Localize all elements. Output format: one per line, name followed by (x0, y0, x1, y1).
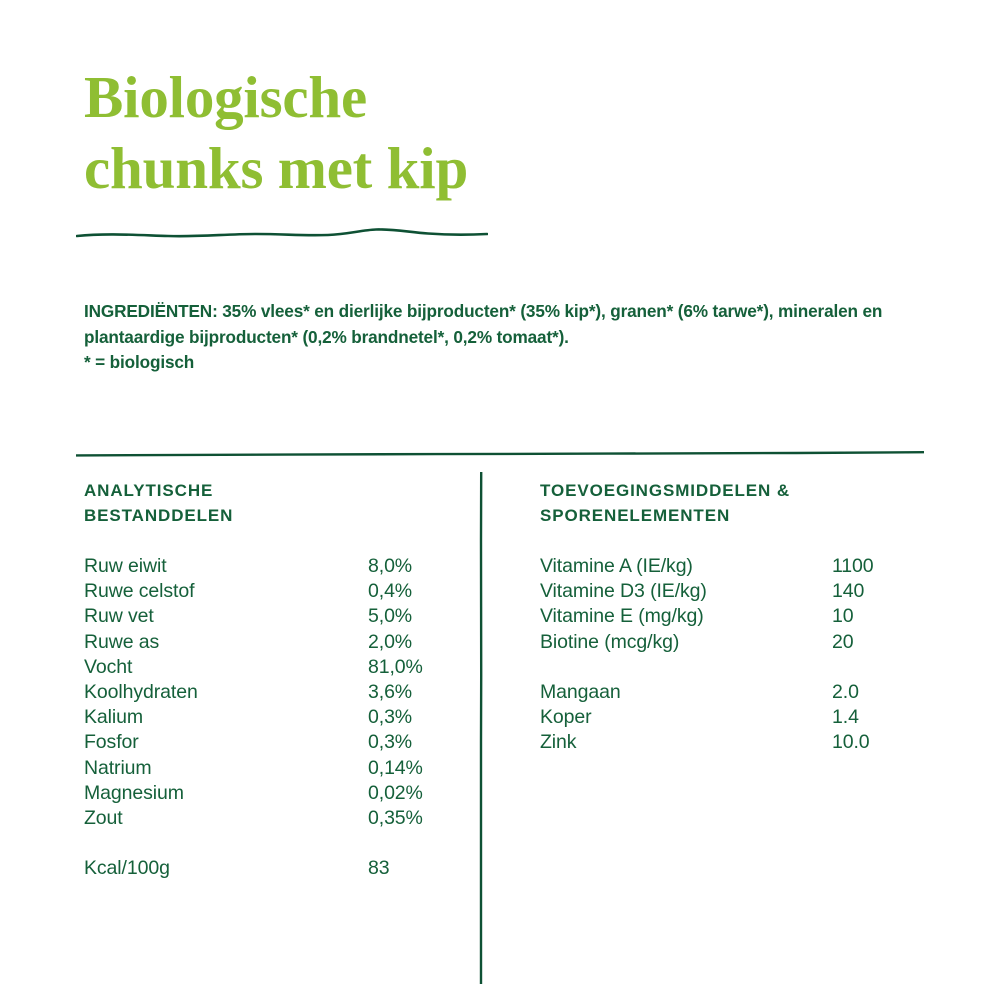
analytical-constituents-heading (84, 479, 454, 528)
table-row (84, 781, 454, 806)
row-value: 2,0% (368, 630, 413, 653)
row-value: 0,3% (368, 731, 413, 754)
table-row (540, 604, 920, 629)
row-label: Biotine (mcg/kg) (540, 630, 680, 653)
row-spacer (84, 831, 454, 856)
ingredients-text: INGREDIËNTEN: 35% vlees* en dierlijke bijproducten* (35% kip*), granen* (6% tarwe*), mineralen en plantaardige bijproducten* (0,2% brandnetel*, 0,2% tomaat*). (84, 301, 883, 347)
analytical-heading-line-2: BESTANDDELEN (84, 505, 234, 525)
row-label: Koper (540, 706, 592, 729)
row-value: 0,35% (368, 807, 423, 830)
row-label: Natrium (84, 756, 152, 779)
table-row (540, 579, 920, 604)
row-label: Kalium (84, 706, 144, 729)
analytical-constituents-column (84, 479, 454, 881)
additives-rows (540, 554, 920, 755)
row-value: 0,02% (368, 781, 423, 804)
row-value: 10.0 (832, 731, 870, 754)
table-row (540, 730, 920, 755)
row-label: Vitamine A (IE/kg) (540, 555, 693, 577)
page-title-line-2: chunks met kip (84, 135, 469, 201)
row-label: Zout (84, 807, 123, 830)
table-row (84, 856, 454, 881)
horizontal-divider (76, 448, 924, 460)
row-value: 1.4 (832, 706, 859, 729)
ingredients-paragraph (84, 299, 922, 376)
row-value: 2.0 (832, 680, 859, 703)
table-row (84, 756, 454, 781)
row-value: 0,4% (368, 580, 413, 603)
row-label: Ruw vet (84, 605, 154, 628)
row-label: Vocht (84, 655, 133, 678)
table-row (84, 680, 454, 705)
row-value: 140 (832, 580, 865, 603)
analytical-constituents-rows (84, 554, 454, 881)
row-label: Fosfor (84, 731, 139, 754)
row-label: Ruw eiwit (84, 555, 167, 577)
row-label: Kcal/100g (84, 857, 170, 880)
row-label: Ruwe celstof (84, 580, 195, 603)
row-value: 8,0% (368, 555, 413, 577)
row-spacer (540, 655, 920, 680)
table-row (84, 655, 454, 680)
row-value: 81,0% (368, 655, 423, 678)
row-value: 1100 (832, 555, 874, 577)
row-label: Magnesium (84, 781, 184, 804)
table-row (540, 630, 920, 655)
row-label: Vitamine D3 (IE/kg) (540, 580, 707, 603)
page-title (84, 62, 684, 204)
ingredients-footnote: * = biologisch (84, 352, 195, 372)
additives-heading-line-1: TOEVOEGINGSMIDDELEN & (540, 481, 791, 500)
row-label: Ruwe as (84, 630, 160, 653)
row-value: 3,6% (368, 681, 413, 704)
row-label: Vitamine E (mg/kg) (540, 605, 704, 628)
table-row (540, 680, 920, 705)
row-value: 0,14% (368, 756, 423, 779)
table-row (540, 554, 920, 579)
row-value: 0,3% (368, 706, 413, 729)
hand-drawn-underline-icon (76, 224, 488, 242)
table-row (84, 730, 454, 755)
analytical-heading-line-1: ANALYTISCHE (84, 481, 214, 500)
row-label: Mangaan (540, 680, 621, 703)
row-value: 5,0% (368, 605, 413, 628)
additives-heading (540, 479, 920, 528)
row-value: 83 (368, 857, 390, 880)
table-row (84, 604, 454, 629)
vertical-divider (474, 472, 488, 984)
page-title-line-1: Biologische (84, 64, 367, 130)
row-value: 20 (832, 630, 854, 653)
table-row (540, 705, 920, 730)
row-label: Zink (540, 731, 577, 754)
table-row (84, 630, 454, 655)
table-row (84, 705, 454, 730)
table-row (84, 806, 454, 831)
additives-column (540, 479, 920, 755)
table-row (84, 579, 454, 604)
table-row (84, 554, 454, 579)
additives-heading-line-2: SPORENELEMENTEN (540, 505, 731, 525)
row-label: Koolhydraten (84, 681, 198, 704)
row-value: 10 (832, 605, 854, 628)
